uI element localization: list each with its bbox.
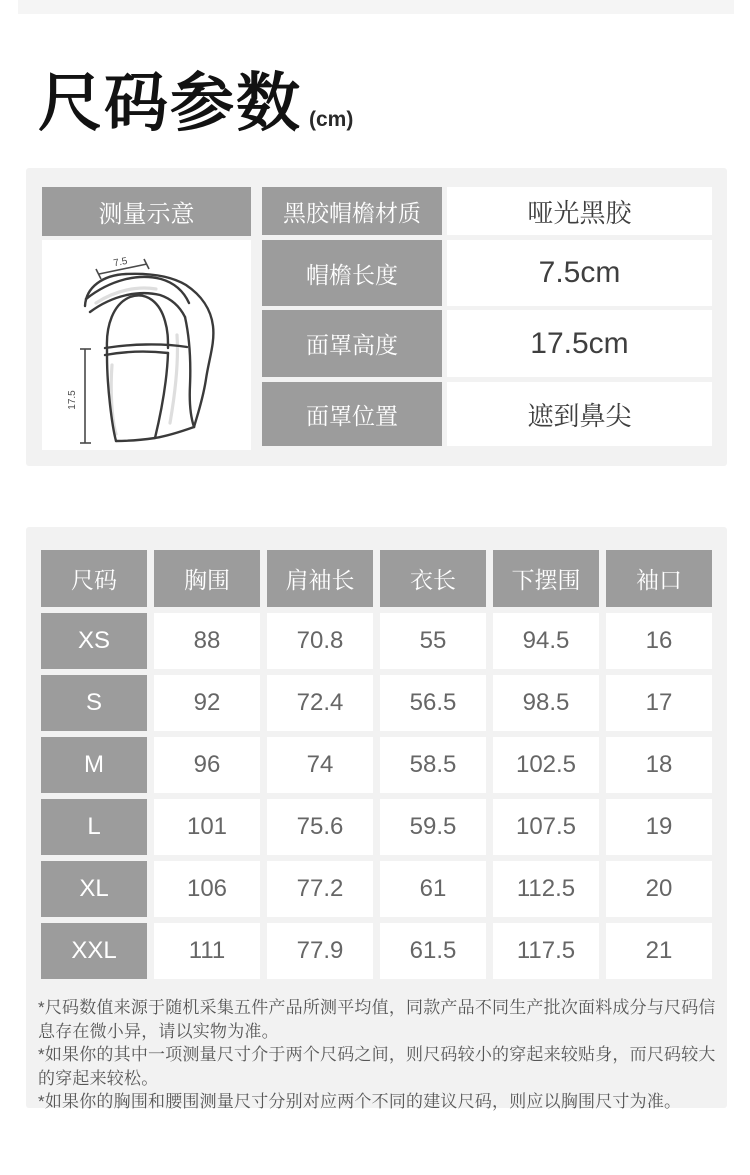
table-cell: 70.8: [267, 613, 373, 669]
table-cell: 77.9: [267, 923, 373, 979]
brim-dimension-label: 7.5: [112, 255, 129, 270]
table-cell: 56.5: [380, 675, 486, 731]
page-title: 尺码参数: [38, 67, 302, 139]
col-header-length: 衣长: [380, 550, 486, 607]
title-unit: (cm): [309, 108, 354, 132]
footnote: *如果你的其中一项测量尺寸介于两个尺码之间，则尺码较小的穿起来较贴身，而尺码较大的穿起来较松。: [38, 1045, 716, 1088]
table-cell: 18: [606, 737, 712, 793]
table-cell: 107.5: [493, 799, 599, 855]
table-cell: 77.2: [267, 861, 373, 917]
table-cell: 102.5: [493, 737, 599, 793]
size-label-xs: XS: [41, 613, 147, 669]
footnote: *如果你的胸围和腰围测量尺寸分别对应两个不同的建议尺码，则应以胸围尺寸为准。: [38, 1092, 682, 1111]
table-cell: 106: [154, 861, 260, 917]
spec-label-mask-position: 面罩位置: [262, 382, 442, 446]
spec-value-brim-material: 哑光黑胶: [447, 187, 712, 235]
table-cell: 111: [154, 923, 260, 979]
col-header-chest: 胸围: [154, 550, 260, 607]
measure-header: 测量示意: [42, 187, 251, 236]
spec-label-mask-height: 面罩高度: [262, 310, 442, 377]
table-cell: 112.5: [493, 861, 599, 917]
table-cell: 98.5: [493, 675, 599, 731]
col-header-size: 尺码: [41, 550, 147, 607]
table-cell: 58.5: [380, 737, 486, 793]
size-label-m: M: [41, 737, 147, 793]
size-table: [41, 550, 712, 979]
spec-value-mask-height: 17.5cm: [447, 310, 712, 377]
size-table-section: [26, 527, 727, 1111]
balaclava-line-drawing: [42, 240, 251, 450]
col-header-shoulder-sleeve: 肩袖长: [267, 550, 373, 607]
measurement-diagram: [42, 240, 251, 450]
table-cell: 20: [606, 861, 712, 917]
table-cell: 74: [267, 737, 373, 793]
table-cell: 16: [606, 613, 712, 669]
spec-label-brim-length: 帽檐长度: [262, 240, 442, 306]
table-cell: 96: [154, 737, 260, 793]
table-cell: 88: [154, 613, 260, 669]
col-header-hem: 下摆围: [493, 550, 599, 607]
table-cell: 21: [606, 923, 712, 979]
table-cell: 117.5: [493, 923, 599, 979]
table-cell: 92: [154, 675, 260, 731]
footnote: *尺码数值来源于随机采集五件产品所测平均值，同款产品不同生产批次面料成分与尺码信息存在微小异，请以实物为准。: [38, 998, 716, 1041]
spec-value-mask-position: 遮到鼻尖: [447, 382, 712, 446]
table-cell: 19: [606, 799, 712, 855]
table-cell: 55: [380, 613, 486, 669]
table-cell: 61.5: [380, 923, 486, 979]
table-cell: 72.4: [267, 675, 373, 731]
table-cell: 101: [154, 799, 260, 855]
spec-label-brim-material: 黑胶帽檐材质: [262, 187, 442, 235]
size-label-s: S: [41, 675, 147, 731]
footnotes: [38, 996, 717, 1114]
table-cell: 75.6: [267, 799, 373, 855]
table-cell: 94.5: [493, 613, 599, 669]
table-cell: 59.5: [380, 799, 486, 855]
mask-dimension-label: 17.5: [67, 390, 78, 410]
size-label-xl: XL: [41, 861, 147, 917]
size-label-xxl: XXL: [41, 923, 147, 979]
top-divider-strip: [18, 0, 734, 14]
table-cell: 17: [606, 675, 712, 731]
title-block: [38, 68, 353, 138]
col-header-cuff: 袖口: [606, 550, 712, 607]
table-cell: 61: [380, 861, 486, 917]
spec-value-brim-length: 7.5cm: [447, 240, 712, 306]
size-label-l: L: [41, 799, 147, 855]
spec-section: [26, 168, 727, 466]
